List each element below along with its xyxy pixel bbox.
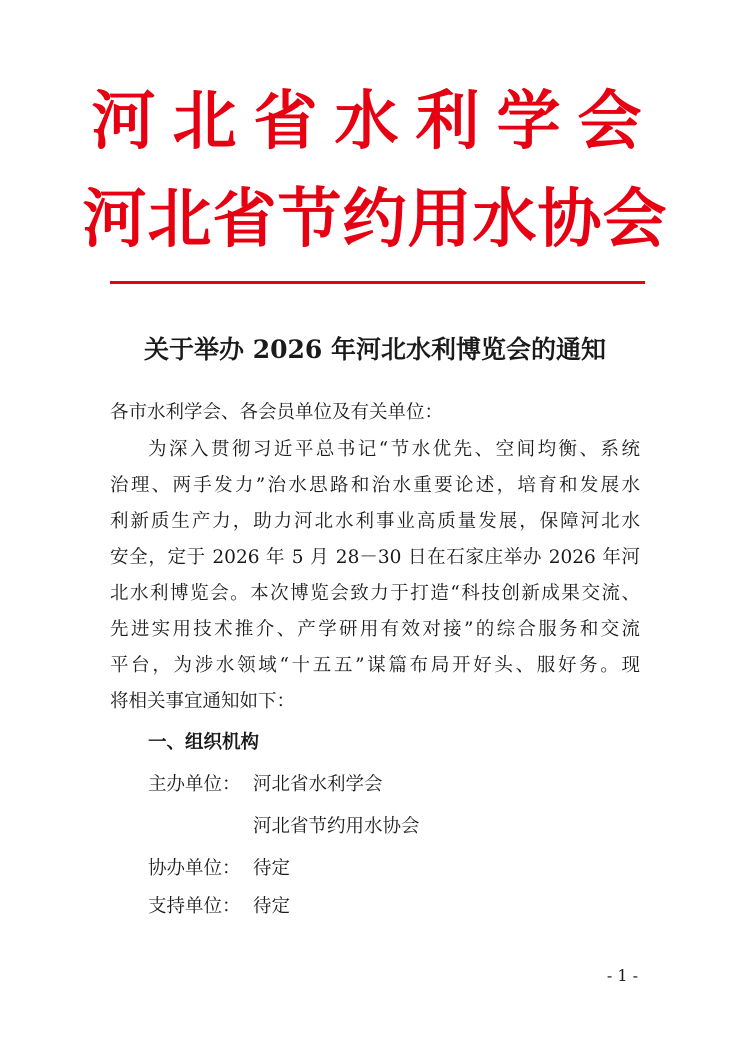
supporter-value: 待定 (253, 896, 291, 917)
body-line: 安全，定于 2026 年 5 月 28－30 日在石家庄举办 2026 年河 (110, 547, 640, 568)
body-line: 治理、两手发力”治水思路和治水重要论述，培育和发展水 (110, 475, 640, 496)
body-line: 将相关事宜通知如下： (110, 691, 296, 712)
issuer-name-1: 河北省水利学会 (91, 84, 659, 159)
page-number: - 1 - (606, 966, 638, 985)
host-value-1: 河北省水利学会 (253, 774, 383, 795)
document-title: 关于举办 2026 年河北水利博览会的通知 (144, 335, 606, 364)
host-value-2: 河北省节约用水协会 (253, 816, 420, 837)
host-label: 主办单位： (148, 774, 241, 795)
body-line: 利新质生产力，助力河北水利事业高质量发展，保障河北水 (110, 511, 640, 532)
red-header-rule (110, 281, 645, 284)
co-organizer-value: 待定 (253, 858, 291, 879)
supporter-label: 支持单位： (148, 896, 241, 917)
body-line: 北水利博览会。本次博览会致力于打造“科技创新成果交流、 (110, 583, 640, 604)
co-organizer-label: 协办单位： (148, 858, 241, 879)
body-line: 为深入贯彻习近平总书记“节水优先、空间均衡、系统 (148, 439, 640, 460)
section-heading: 一、组织机构 (148, 732, 260, 753)
issuer-name-2: 河北省节约用水协会 (82, 182, 668, 257)
body-line: 先进实用技术推介、产学研用有效对接”的综合服务和交流 (110, 619, 640, 640)
salutation: 各市水利学会、各会员单位及有关单位： (110, 402, 444, 423)
body-line: 平台，为涉水领域“十五五”谋篇布局开好头、服好务。现 (110, 655, 640, 676)
